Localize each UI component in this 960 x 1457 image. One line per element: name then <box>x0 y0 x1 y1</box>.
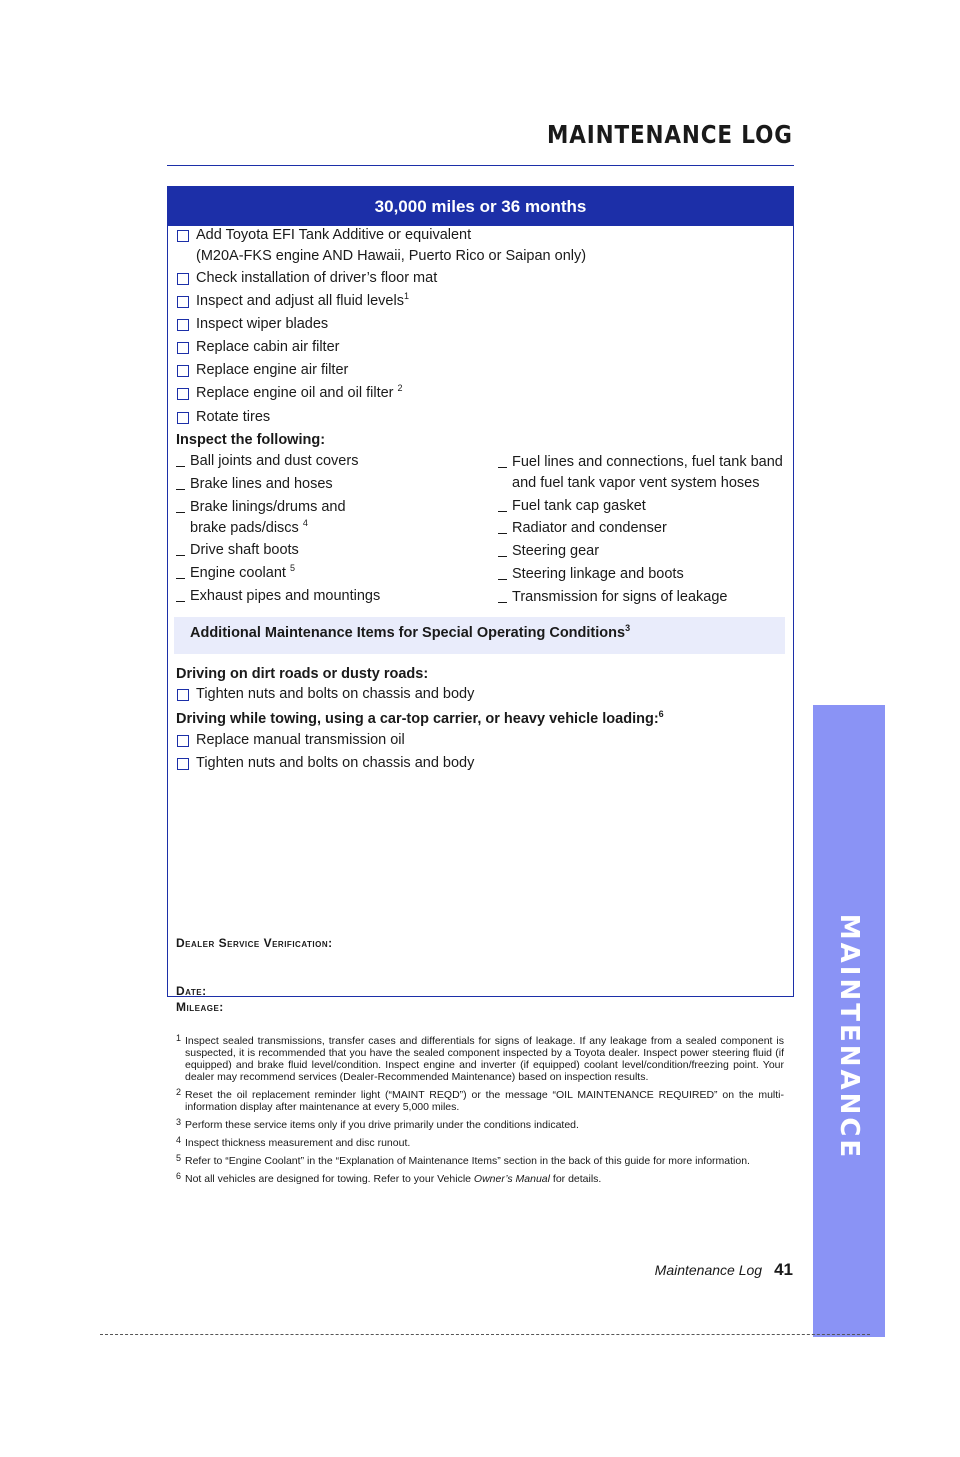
checkbox[interactable] <box>177 412 189 424</box>
page-number: 41 <box>774 1260 793 1279</box>
checkbox[interactable] <box>177 342 189 354</box>
checklist-item[interactable]: Inspect wiper blades <box>177 314 328 335</box>
inspect-item: Brake lines and hoses <box>176 474 333 495</box>
footnote: 4 Inspect thickness measurement and disc runout. <box>176 1135 411 1149</box>
checkbox[interactable] <box>177 319 189 331</box>
checkbox[interactable] <box>177 758 189 770</box>
checkbox[interactable] <box>177 365 189 377</box>
page-title: MAINTENANCE LOG <box>547 120 793 149</box>
checklist-item-continued: (M20A-FKS engine AND Hawaii, Puerto Rico or Saipan only) <box>196 248 587 264</box>
checklist-item[interactable]: Inspect and adjust all fluid levels$^1$ <box>177 291 409 312</box>
interval-header <box>168 187 793 226</box>
checkbox[interactable] <box>177 388 189 400</box>
checklist-item[interactable]: Add Toyota EFI Tank Additive or equivalent <box>177 225 471 246</box>
dashed-cut-line <box>100 1334 870 1335</box>
checklist-item[interactable]: Replace engine oil and oil filter $^2$ <box>177 383 403 404</box>
side-tab <box>813 705 885 1337</box>
inspect-item-continued: and fuel tank vapor vent system hoses <box>512 475 760 491</box>
footnote: 5 Refer to “Engine Coolant” in the “Explanation of Maintenance Items” section in the back of this guide for more information. <box>176 1153 750 1167</box>
special-conditions-heading: Additional Maintenance Items for Special Operating Conditions$^3$ <box>190 623 631 641</box>
checklist-item[interactable]: Replace engine air filter <box>177 360 348 381</box>
towing-heading: Driving while towing, using a car-top carrier, or heavy vehicle loading:$^6$ <box>176 709 664 727</box>
inspect-item: Exhaust pipes and mountings <box>176 586 380 607</box>
footnote-ref: 2 <box>397 383 403 394</box>
dealer-verification-label: Dealer Service Verification: <box>176 936 333 950</box>
inspect-item: Radiator and condenser <box>498 518 667 539</box>
mileage-label: Mileage: <box>176 1000 224 1014</box>
footnote: 6 Not all vehicles are designed for towing. Refer to your Vehicle Owner’s Manual for details. <box>176 1171 602 1185</box>
manual-title: Owner’s Manual <box>473 1173 550 1185</box>
footnotes <box>176 1035 784 1191</box>
footnote: 3 Perform these service items only if you drive primarily under the conditions indicated. <box>176 1117 579 1131</box>
inspect-item: Brake linings/drums and <box>176 497 346 518</box>
checkbox[interactable] <box>177 296 189 308</box>
checkbox[interactable] <box>177 273 189 285</box>
inspect-item: Drive shaft boots <box>176 540 299 561</box>
checklist-item[interactable]: Tighten nuts and bolts on chassis and body <box>177 753 474 774</box>
checklist-item[interactable]: Rotate tires <box>177 407 270 428</box>
date-label: Date: <box>176 984 207 998</box>
footnote: 2 Reset the oil replacement reminder light (“MAINT REQD”) or the message “OIL MAINTENANCE REQUIRED” on the multi-information display after maintenance at every 5,000 miles. <box>176 1087 784 1113</box>
checklist-item[interactable]: Check installation of driver’s floor mat <box>177 268 437 289</box>
inspect-item: Steering linkage and boots <box>498 564 684 585</box>
inspect-item-continued: brake pads/discs $^4$ <box>190 518 308 536</box>
inspect-item: Ball joints and dust covers <box>176 451 358 472</box>
checkbox[interactable] <box>177 735 189 747</box>
interval-header-text: 30,000 miles or 36 months <box>374 196 587 216</box>
checklist-item[interactable]: Replace manual transmission oil <box>177 730 405 751</box>
inspect-item: Engine coolant $^5$ <box>176 563 295 584</box>
special-conditions-band <box>174 617 785 654</box>
inspect-heading: Inspect the following: <box>176 432 326 448</box>
page-footer <box>655 1260 793 1280</box>
footnote-ref: 1 <box>403 291 409 302</box>
checklist-item[interactable]: Replace cabin air filter <box>177 337 339 358</box>
side-tab-label: MAINTENANCE <box>834 913 864 1161</box>
footnote: 1 Inspect sealed transmissions, transfer cases and differentials for signs of leakage. If any leakage from a sealed component is suspected, it is recommended that you have the sealed component inspected by a Toyota dealer. Inspect power steering fluid (if equipped) and brake fluid level/condition. Inspect engine and inverter (if equipped) coolant level/condition/freezing point. Your dealer may recommend services (Dealer-Recommended Maintenance) based on inspection results. <box>176 1033 784 1083</box>
title-divider <box>167 165 794 166</box>
checkbox[interactable] <box>177 230 189 242</box>
inspect-item: Fuel lines and connections, fuel tank band <box>498 452 783 473</box>
checklist-item[interactable]: Tighten nuts and bolts on chassis and body <box>177 684 474 705</box>
inspect-item: Steering gear <box>498 541 599 562</box>
inspect-item: Transmission for signs of leakage <box>498 587 727 608</box>
inspect-item: Fuel tank cap gasket <box>498 496 646 517</box>
dirt-roads-heading: Driving on dirt roads or dusty roads: <box>176 666 429 682</box>
footer-section-name: Maintenance Log <box>654 1262 763 1278</box>
checkbox[interactable] <box>177 689 189 701</box>
